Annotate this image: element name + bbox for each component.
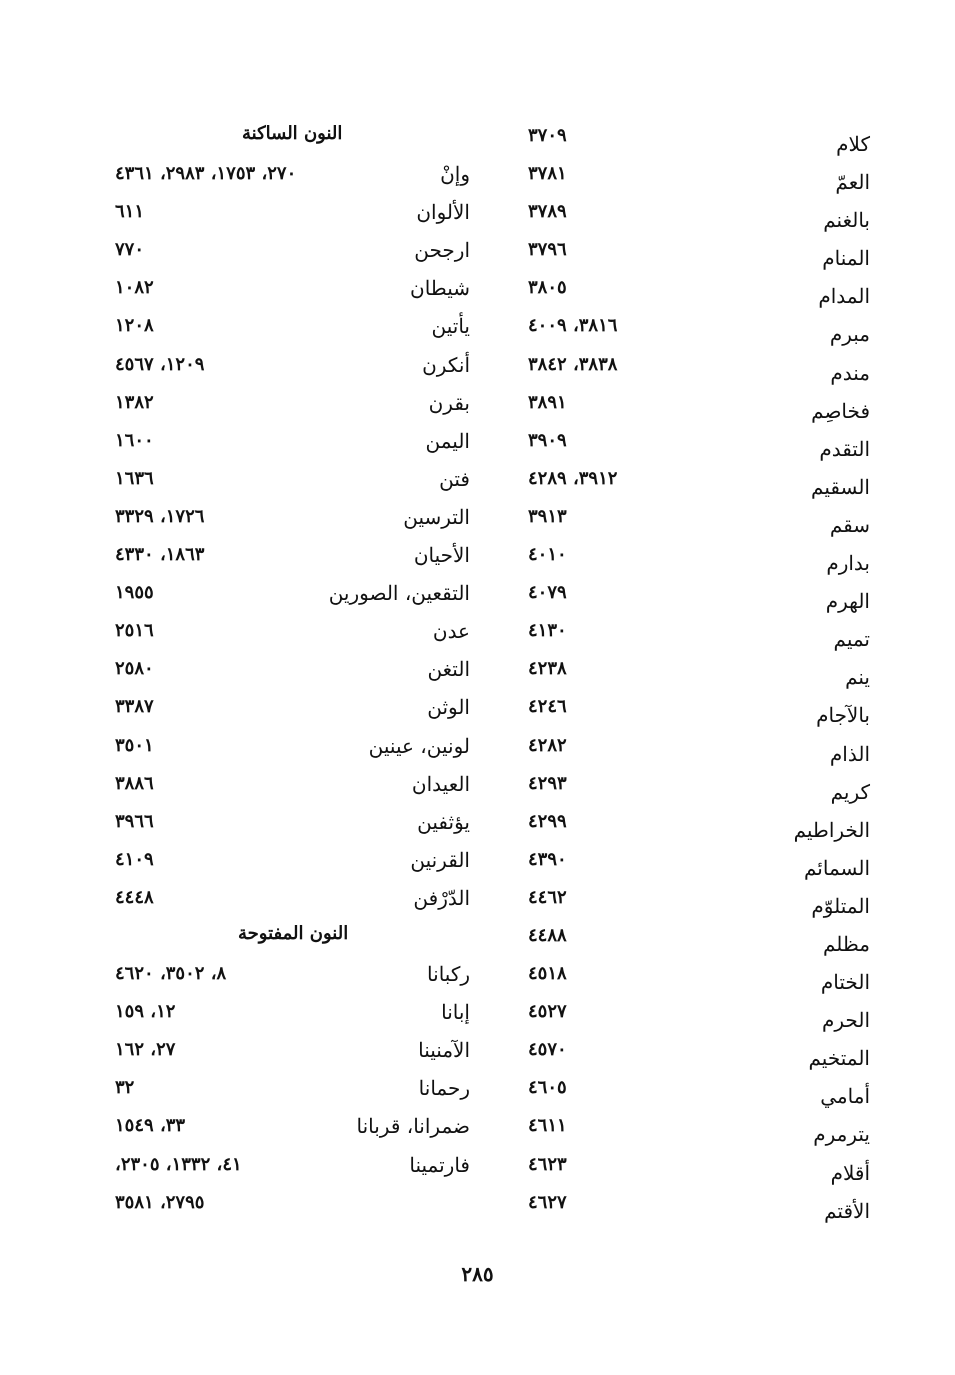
index-entry: [110, 269, 470, 307]
index-entry: [110, 803, 470, 841]
entry-word: عدن: [432, 619, 470, 644]
entry-refs: ٤٢٤٦: [528, 696, 567, 718]
entry-word: مبرم: [829, 322, 870, 347]
entry-word: رحمانا: [418, 1076, 470, 1101]
entry-refs: ١٧٢٦، ٣٣٢٩: [115, 505, 205, 527]
index-entry: [110, 612, 470, 650]
index-entry: [110, 422, 470, 460]
entry-word: التقدم: [819, 436, 870, 461]
entry-word: المنام: [822, 246, 870, 271]
page-number: ٢٨٥: [461, 1262, 494, 1286]
entry-refs: ٣٥٠١: [115, 734, 154, 756]
index-entry: [520, 422, 870, 460]
entry-word: العيدان: [411, 771, 470, 796]
index-entry: [110, 955, 470, 993]
entry-refs: ١٢، ١٥٩: [115, 1001, 176, 1023]
section-heading: النون المفتوحة: [238, 922, 349, 944]
index-entry: [110, 841, 470, 879]
entry-word: يترمرم: [813, 1122, 870, 1147]
left-column: [110, 117, 470, 1222]
index-entry: [520, 917, 870, 955]
entry-word: لونين، عينين: [368, 733, 470, 758]
entry-refs: ٣٨٠٥: [528, 277, 567, 299]
entry-word: فخاصِم: [811, 398, 870, 423]
index-entry: [110, 650, 470, 688]
entry-word: بقرن: [428, 390, 470, 415]
index-entry: [520, 1107, 870, 1145]
entry-word: ارجحن: [414, 238, 470, 263]
index-entry: [110, 765, 470, 803]
entry-refs: ١٣٨٢: [115, 391, 154, 413]
entry-refs: ٣٨٩١: [528, 391, 567, 413]
index-entry: [520, 498, 870, 536]
section-heading-row: [110, 917, 470, 955]
entry-word: بالآجام: [816, 703, 870, 728]
entry-word: أمامي: [820, 1084, 870, 1109]
section-heading: النون الساكنة: [242, 123, 343, 144]
entry-refs: ٢٧٠، ١٧٥٣، ٢٩٨٣، ٤٣٦١: [115, 163, 297, 185]
index-entry-continuation: [110, 1184, 470, 1222]
index-entry: [110, 1146, 470, 1184]
index-entry: [520, 117, 870, 155]
entry-refs: ٤٥٧٠: [528, 1039, 567, 1061]
entry-refs: ٢٥١٦: [115, 620, 154, 642]
index-entry: [110, 307, 470, 345]
entry-word: الخراطيم: [793, 817, 870, 842]
index-entry: [520, 993, 870, 1031]
index-entry: [520, 1069, 870, 1107]
entry-refs: ١٦٣٦: [115, 467, 154, 489]
index-entry: [110, 346, 470, 384]
entry-word: السقيم: [811, 474, 870, 499]
entry-word: مظلم: [822, 931, 870, 956]
entry-word: ضمرانا، قربانا: [356, 1114, 470, 1139]
entry-refs: ٤٠٧٩: [528, 582, 567, 604]
index-entry: [520, 688, 870, 726]
entry-refs: ٤٤٨٨: [528, 924, 567, 946]
index-entry: [520, 841, 870, 879]
index-entry: [110, 155, 470, 193]
entry-refs: ٣٩١٢، ٤٢٨٩: [528, 467, 618, 489]
index-entry: [520, 1184, 870, 1222]
entry-word: السمائم: [803, 855, 870, 880]
entry-word: الألوان: [416, 200, 470, 225]
entry-word: ينم: [845, 665, 870, 690]
entry-refs: ٤٢٣٨: [528, 658, 567, 680]
index-entry: [520, 955, 870, 993]
entry-word: العمّ: [835, 170, 870, 195]
entry-word: بدارم: [826, 551, 870, 576]
entry-refs: ٧٧٠: [115, 239, 145, 261]
entry-refs: ٣٧٩٦: [528, 239, 567, 261]
entry-refs: ٣٣٨٧: [115, 696, 154, 718]
index-entry: [110, 1107, 470, 1145]
entry-word: بالغنم: [823, 208, 870, 233]
entry-refs: ٤٤٤٨: [115, 886, 154, 908]
entry-word: فتن: [439, 466, 470, 491]
entry-word: الحرم: [822, 1008, 870, 1033]
entry-refs: ٣٨١٦، ٤٠٠٩: [528, 315, 618, 337]
entry-refs: ٢٥٨٠: [115, 658, 154, 680]
index-entry: [520, 803, 870, 841]
entry-refs: ٣٩٦٦: [115, 810, 154, 832]
entry-word: القرنين: [410, 847, 470, 872]
entry-word: المدام: [818, 284, 870, 309]
index-entry: [110, 1069, 470, 1107]
entry-refs: ٤٢٩٩: [528, 810, 567, 832]
entry-refs: ٤٢٨٢: [528, 734, 567, 756]
entry-refs: ٣٨٣٨، ٣٨٤٢: [528, 353, 618, 375]
entry-refs: ٢٧٩٥، ٣٥٨١: [115, 1191, 205, 1213]
entry-word: الختام: [820, 970, 870, 995]
section-heading-row: [110, 117, 470, 155]
entry-refs: ٤٦٢٣: [528, 1153, 567, 1175]
entry-word: فارتمينا: [409, 1152, 470, 1177]
index-entry: [110, 460, 470, 498]
index-entry: [110, 1031, 470, 1069]
index-entry: [520, 727, 870, 765]
index-entry: [520, 155, 870, 193]
entry-refs: ٨، ٣٥٠٢، ٤٦٢٠: [115, 963, 227, 985]
entry-word: الأقتم: [824, 1198, 870, 1223]
entry-refs: ١٩٥٥: [115, 582, 154, 604]
entry-word: اليمن: [425, 428, 470, 453]
entry-refs: ٣٧٠٩: [528, 125, 567, 146]
entry-word: وإنْ: [440, 162, 470, 187]
index-entry: [520, 307, 870, 345]
entry-word: شيطان: [410, 276, 470, 301]
entry-refs: ٣٧٨٩: [528, 201, 567, 223]
entry-word: كلام: [836, 132, 870, 156]
entry-refs: ١٠٨٢: [115, 277, 154, 299]
entry-word: يؤثفين: [417, 809, 470, 834]
entry-word: الهرم: [825, 589, 870, 614]
entry-word: إبانا: [441, 1000, 470, 1025]
entry-refs: ٢٧، ١٦٢: [115, 1039, 176, 1061]
entry-refs: ١٦٠٠: [115, 429, 154, 451]
entry-word: المتخيم: [808, 1046, 870, 1071]
index-entry: [520, 460, 870, 498]
entry-word: المتلوّم: [811, 893, 870, 918]
entry-refs: ٤١٠٩: [115, 848, 154, 870]
entry-word: أقلام: [830, 1160, 870, 1185]
entry-word: التغن: [427, 657, 470, 682]
entry-refs: ٤٢٩٣: [528, 772, 567, 794]
entry-word: الذام: [829, 741, 870, 766]
entry-refs: ٤٠١٠: [528, 544, 567, 566]
index-entry: [110, 727, 470, 765]
entry-refs: ٣٩٠٩: [528, 429, 567, 451]
index-entry: [520, 574, 870, 612]
entry-refs: ٤١، ١٣٣٢، ٢٣٠٥،: [115, 1153, 242, 1175]
entry-refs: ٤٥١٨: [528, 963, 567, 985]
index-entry: [520, 536, 870, 574]
entry-refs: ٤٥٢٧: [528, 1001, 567, 1023]
entry-refs: ٦١١: [115, 201, 145, 223]
entry-word: الدّرْفن: [413, 885, 470, 910]
index-entry: [110, 574, 470, 612]
entry-refs: ١٢٠٩، ٤٥٦٧: [115, 353, 205, 375]
entry-word: سقم: [829, 512, 870, 537]
entry-refs: ٤٦١١: [528, 1115, 567, 1137]
entry-refs: ٣٨٨٦: [115, 772, 154, 794]
entry-refs: ٤٣٩٠: [528, 848, 567, 870]
entry-word: يأتين: [431, 314, 470, 339]
index-entry: [520, 269, 870, 307]
index-entry: [110, 384, 470, 422]
entry-refs: ٤٦٠٥: [528, 1077, 567, 1099]
entry-refs: ٣٩١٣: [528, 505, 567, 527]
index-entry: [520, 650, 870, 688]
entry-word: تميم: [833, 627, 870, 652]
index-entry: [520, 1146, 870, 1184]
index-entry: [110, 498, 470, 536]
entry-word: كريم: [830, 779, 870, 804]
index-entry: [110, 536, 470, 574]
entry-word: التقعين، الصورين: [328, 581, 470, 606]
entry-refs: ١٢٠٨: [115, 315, 154, 337]
index-entry: [520, 765, 870, 803]
entry-word: الأحيان: [413, 543, 470, 568]
index-entry: [110, 193, 470, 231]
entry-refs: ٣٣، ١٥٤٩: [115, 1115, 186, 1137]
index-entry: [110, 231, 470, 269]
entry-refs: ٤٦٢٧: [528, 1191, 567, 1213]
index-entry: [520, 879, 870, 917]
index-entry: [520, 231, 870, 269]
entry-word: الآمنينا: [418, 1038, 470, 1063]
entry-refs: ٤٤٦٢: [528, 886, 567, 908]
index-entry: [520, 1031, 870, 1069]
index-entry: [520, 193, 870, 231]
entry-refs: ٣٧٨١: [528, 163, 567, 185]
index-entry: [110, 993, 470, 1031]
entry-refs: ١٨٦٣، ٤٣٣٠: [115, 544, 205, 566]
entry-word: مندم: [830, 360, 870, 385]
entry-word: أنكرن: [422, 352, 470, 377]
entry-refs: ٣٢: [115, 1077, 135, 1099]
index-entry: [110, 688, 470, 726]
index-entry: [110, 879, 470, 917]
index-entry: [520, 612, 870, 650]
entry-word: ركبانا: [427, 962, 470, 987]
entry-refs: ٤١٣٠: [528, 620, 567, 642]
index-entry: [520, 346, 870, 384]
index-entry: [520, 384, 870, 422]
entry-word: الترسين: [403, 504, 470, 529]
entry-word: الوثن: [427, 695, 470, 720]
right-column: [520, 117, 870, 1222]
